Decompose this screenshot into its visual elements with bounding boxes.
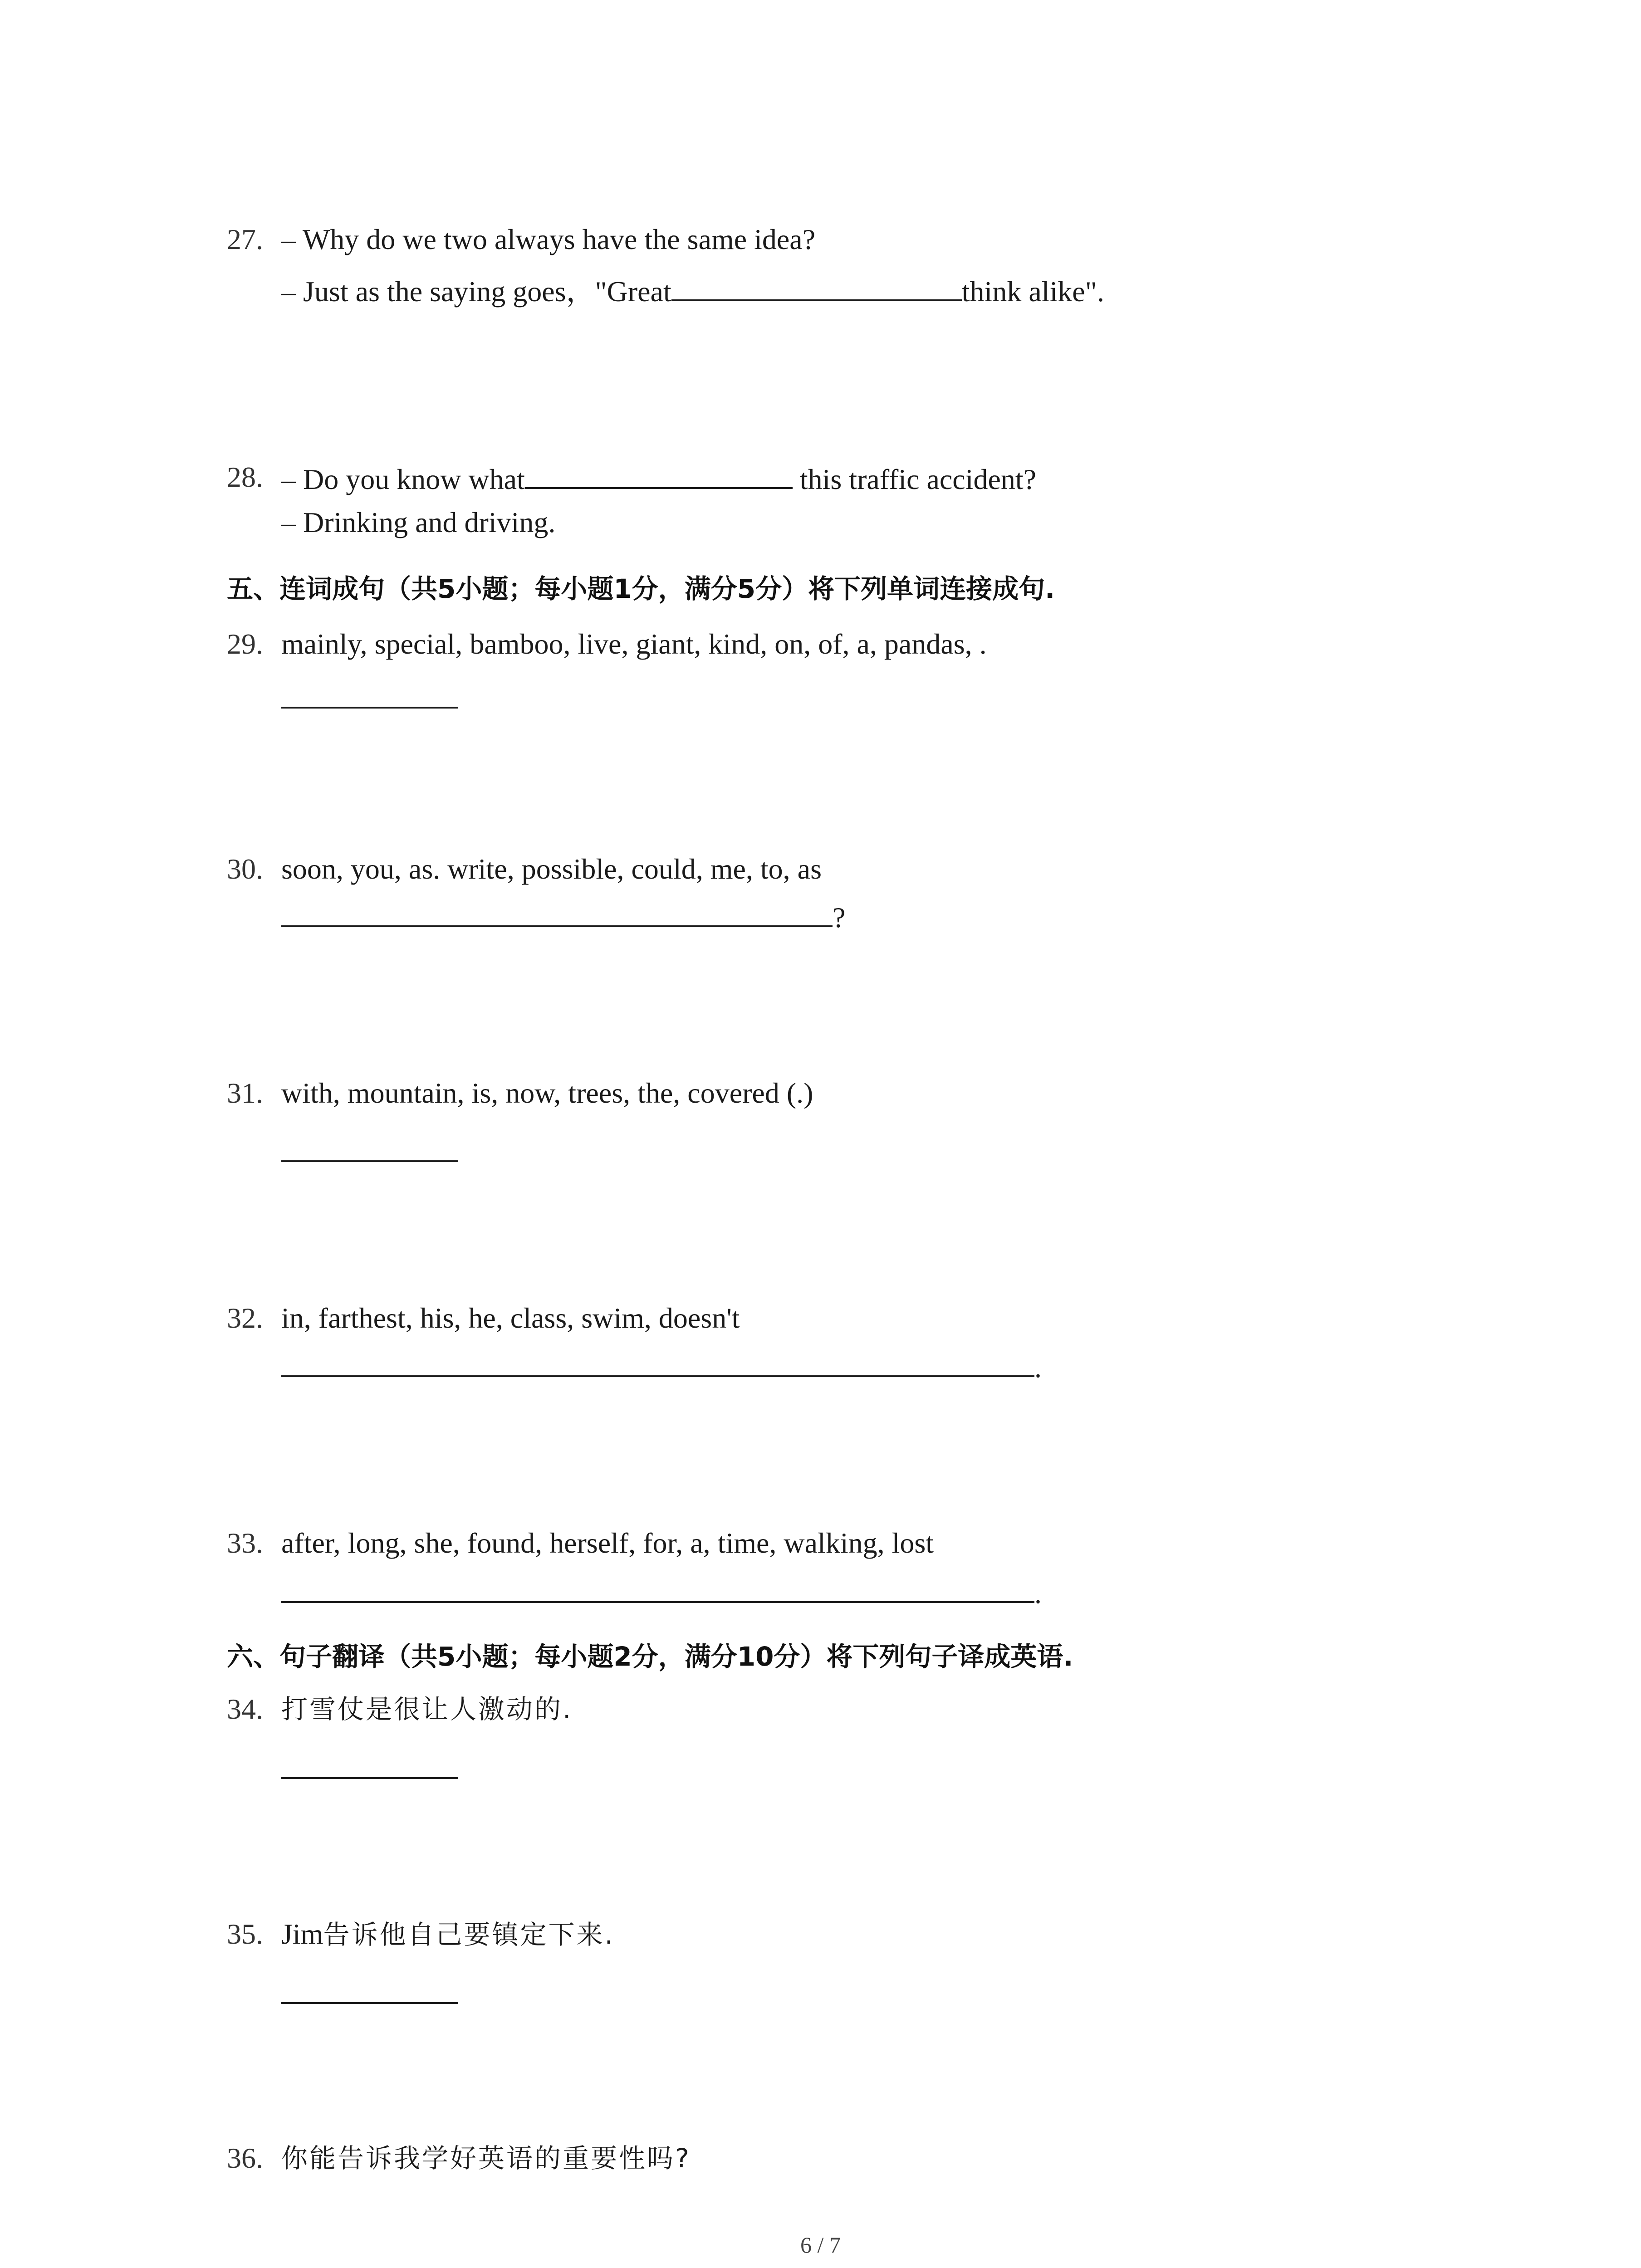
question-number: 33. bbox=[227, 1527, 263, 1559]
question-number: 34. bbox=[227, 1693, 263, 1725]
question-27-line1: – Why do we two always have the same idea? bbox=[281, 223, 816, 255]
question-number: 35. bbox=[227, 1918, 263, 1950]
question-29-text: mainly, special, bamboo, live, giant, kind, on, of, a, pandas, . bbox=[281, 628, 987, 660]
answer-blank[interactable] bbox=[671, 271, 962, 301]
question-28-text-a: – Do you know what bbox=[281, 463, 525, 495]
answer-line bbox=[281, 1347, 1042, 1386]
question-number: 30. bbox=[227, 853, 263, 885]
question-number: 36. bbox=[227, 2142, 263, 2174]
section-heading: 五、连词成句（共5小题；每小题1分，满分5分）将下列单词连接成句. bbox=[227, 573, 1055, 604]
question-27-line2 bbox=[281, 271, 1104, 310]
question-36-text: 你能告诉我学好英语的重要性吗? bbox=[281, 2143, 691, 2174]
question-27-text-b: think alike". bbox=[961, 275, 1104, 308]
answer-blank[interactable] bbox=[281, 1347, 1034, 1377]
question-34-text: 打雪仗是很让人激动的. bbox=[281, 1694, 573, 1725]
question-35-text bbox=[281, 1916, 615, 1953]
answer-blank[interactable] bbox=[281, 1974, 458, 2004]
question-number: 32. bbox=[227, 1302, 263, 1334]
answer-blank[interactable] bbox=[281, 1573, 1034, 1603]
answer-line bbox=[281, 897, 845, 936]
question-28-line1 bbox=[281, 459, 1036, 498]
sentence-end-mark: . bbox=[1034, 1351, 1042, 1383]
question-27-text-a: – Just as the saying goes，"Great bbox=[281, 275, 671, 308]
question-number: 27. bbox=[227, 223, 263, 255]
answer-blank[interactable] bbox=[281, 679, 458, 709]
question-32-text: in, farthest, his, he, class, swim, doesn't bbox=[281, 1302, 740, 1334]
answer-line bbox=[281, 679, 458, 717]
question-35-text-en: Jim bbox=[281, 1918, 323, 1950]
question-number: 28. bbox=[227, 461, 263, 493]
page-number: 6 / 7 bbox=[800, 2232, 841, 2258]
question-31-text: with, mountain, is, now, trees, the, covered (.) bbox=[281, 1077, 813, 1109]
answer-blank[interactable] bbox=[525, 459, 793, 489]
answer-blank[interactable] bbox=[281, 1749, 458, 1779]
section-heading: 六、句子翻译（共5小题；每小题2分，满分10分）将下列句子译成英语. bbox=[227, 1641, 1073, 1672]
question-28-line2: – Drinking and driving. bbox=[281, 506, 556, 538]
question-number: 31. bbox=[227, 1077, 263, 1109]
sentence-end-mark: . bbox=[1034, 1577, 1042, 1609]
answer-line bbox=[281, 1573, 1042, 1612]
answer-line bbox=[281, 1974, 458, 2013]
question-30-text: soon, you, as. write, possible, could, me, to, as bbox=[281, 853, 822, 885]
question-number: 29. bbox=[227, 628, 263, 660]
question-33-text: after, long, she, found, herself, for, a, time, walking, lost bbox=[281, 1527, 934, 1559]
question-35-text-cn: 告诉他自己要镇定下来. bbox=[323, 1919, 615, 1950]
sentence-end-mark: ? bbox=[833, 901, 846, 934]
question-28-text-b: this traffic accident? bbox=[792, 463, 1037, 495]
answer-blank[interactable] bbox=[281, 897, 833, 927]
answer-line bbox=[281, 1749, 458, 1788]
answer-line bbox=[281, 1132, 458, 1171]
answer-blank[interactable] bbox=[281, 1132, 458, 1162]
